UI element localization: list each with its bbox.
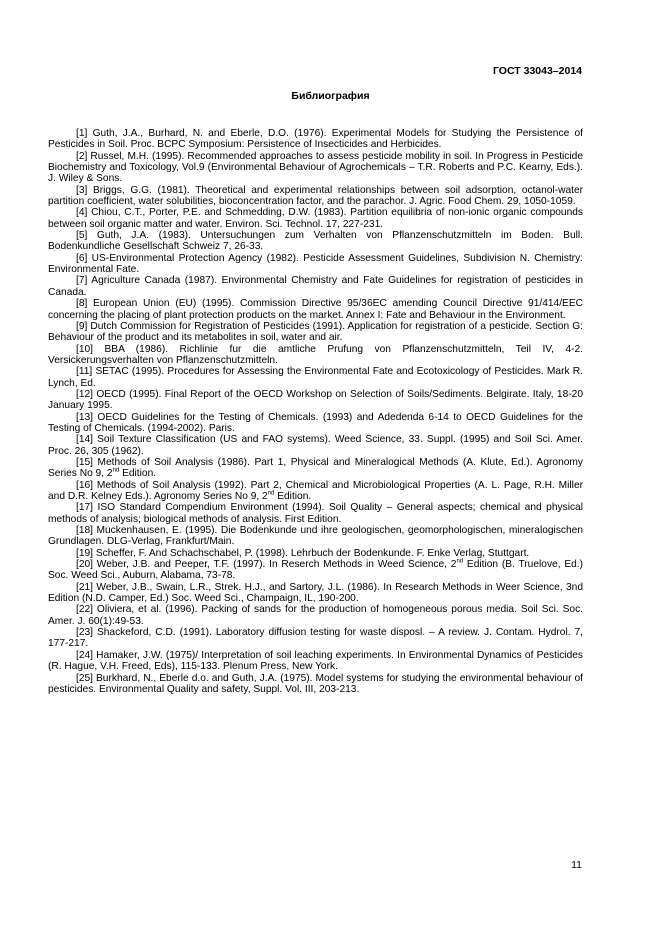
reference-item: [16] Methods of Soil Analysis (1992). Part 2, Chemical and Microbiological Properties (A. L. Page, R.H. Miller and D.R. Kelney Eds.). Agronomy Series No 9, 2nd Edition. xyxy=(48,479,583,502)
reference-item: [10] BBA (1986). Richlinie fur die amtliche Prufung von Pflanzenschutzmitteln, Teil IV, 4-2. Versickerungsverhalten von Pflanzenschutzmitteln. xyxy=(48,343,583,366)
reference-item: [18] Muckenhausen, E. (1995). Die Bodenkunde und ihre geologischen, geomorphologischen, mineralogischen Grundlagen. DLG-Verlag, Frankfurt/Main. xyxy=(48,525,583,548)
reference-item: [5] Guth, J.A. (1983). Untersuchungen zum Verhalten von Pflanzenschutzmitteln im Boden. Bull. Bodenkundliche Gesellschaft Schweiz 7, 26-33. xyxy=(48,230,583,253)
ordinal-suffix: nd xyxy=(112,467,120,474)
reference-item: [25] Burkhard, N., Eberle d.o. and Guth, J.A. (1975). Model systems for studying the environmental behaviour of pesticides. Environmental Quality and safety, Suppl. Vol. III, 203-213. xyxy=(48,672,583,695)
reference-item: [1] Guth, J.A., Burhard, N. and Eberle, D.O. (1976). Experimental Models for Studying the Persistence of Pesticides in Soil. Proc. BCPC Symposium: Persistence of Insecticides and Herbicides. xyxy=(48,128,583,151)
reference-item: [11] SETAC (1995). Procedures for Assessing the Environmental Fate and Ecotoxicology of Pesticides. Mark R. Lynch, Ed. xyxy=(48,366,583,389)
reference-list xyxy=(48,128,583,695)
reference-item: [9] Dutch Commission for Registration of Pesticides (1991). Application for registration of a pesticide. Section G: Behaviour of the product and its metabolites in soil, water and air. xyxy=(48,320,583,344)
reference-item: [23] Shackeford, C.D. (1991). Laboratory diffusion testing for waste disposl. – A review. J. Contam. Hydrol. 7, 177-217. xyxy=(48,627,583,650)
reference-item: [13] OECD Guidelines for the Testing of Chemicals. (1993) and Adedenda 6-14 to OECD Guidelines for the Testing of Chemicals. (1994-2002). Paris. xyxy=(48,411,583,434)
reference-item: [15] Methods of Soil Analysis (1986). Part 1, Physical and Mineralogical Methods (A. Klute, Ed.). Agronomy Series No 9, 2nd Edition. xyxy=(48,456,583,480)
reference-item: [20] Weber, J.B. and Peeper, T.F. (1997). In Reserch Methods in Weed Science, 2nd Edition (B. Truelove, Ed.) Soc. Weed Sci., Auburn, Alabama, 73-78. xyxy=(48,558,583,582)
page-title: Библиография xyxy=(291,90,370,102)
reference-item: [12] OECD (1995). Final Report of the OECD Workshop on Selection of Soils/Sediments. Belgirate. Italy, 18-20 January 1995. xyxy=(48,388,583,412)
reference-item: [22] Oliviera, et al. (1996). Packing of sands for the production of homogeneous porous media. Soil Sci. Soc. Amer. J. 60(1):49-53. xyxy=(48,604,583,627)
reference-item: [2] Russel, M.H. (1995). Recommended approaches to assess pesticide mobility in soil. In Progress in Pesticide Biochemistry and Toxicology, Vol.9 (Environmental Behaviour of Agrochemicals – T.R. Roberts and P.C. Kearny, Eds.). J. Wiley & Sons. xyxy=(48,150,583,185)
reference-item: [7] Agriculture Canada (1987). Environmental Chemistry and Fate Guidelines for registration of pesticides in Canada. xyxy=(48,275,583,298)
page-number: 11 xyxy=(571,859,582,871)
reference-item: [8] European Union (EU) (1995). Commission Directive 95/36EC amending Council Directive 91/414/EEC concerning the placing of plant protection products on the market. Annex I: Fate and Behaviour in the Environment. xyxy=(48,298,583,321)
reference-item: [6] US-Environmental Protection Agency (1982). Pesticide Assessment Guidelines, Subdivision N. Chemistry: Environmental Fate. xyxy=(48,252,583,276)
ordinal-suffix: nd xyxy=(267,490,275,497)
reference-item: [4] Chiou, C.T., Porter, P.E. and Schmedding, D.W. (1983). Partition equilibria of non-ionic organic compounds between soil organic matter and water. Environ. Sci. Technol. 17, 227-231. xyxy=(48,207,583,230)
reference-item: [3] Briggs, G.G. (1981). Theoretical and experimental relationships between soil adsorption, octanol-water partition coefficient, water solubilities, bioconcentration factor, and the parachor. J. Agric. Food Chem. 29, 1050-1059. xyxy=(48,184,583,208)
reference-item: [21] Weber, J.B., Swain, L.R., Strek. H.J., and Sartory, J.L. (1986). In Research Methods in Weer Science, 3nd Edition (N.D. Camper, Ed.) Soc. Weed Sci., Champaign, IL, 190-200. xyxy=(48,581,583,605)
standard-designation: ГОСТ 33043–2014 xyxy=(492,65,582,77)
reference-item: [19] Scheffer, F. And Schachschabel, P. (1998). Lehrbuch der Bodenkunde. F. Enke Verlag, Stuttgart. xyxy=(76,547,530,559)
ordinal-suffix: nd xyxy=(456,558,464,565)
reference-item: [14] Soil Texture Classification (US and FAO systems). Weed Science, 33. Suppl. (1995) and Soil Sci. Amer. Proc. 26, 305 (1962). xyxy=(48,434,583,457)
reference-item: [24] Hamaker, J.W. (1975)/ Interpretation of soil leaching experiments. In Environmental Dynamics of Pesticides (R. Hague, V.H. Freed, Eds), 115-133. Plenum Press, New York. xyxy=(48,649,583,673)
reference-item: [17] ISO Standard Compendium Environment (1994). Soil Quality – General aspects; chemical and physical methods of analysis; biological methods of analysis. First Edition. xyxy=(48,502,583,525)
